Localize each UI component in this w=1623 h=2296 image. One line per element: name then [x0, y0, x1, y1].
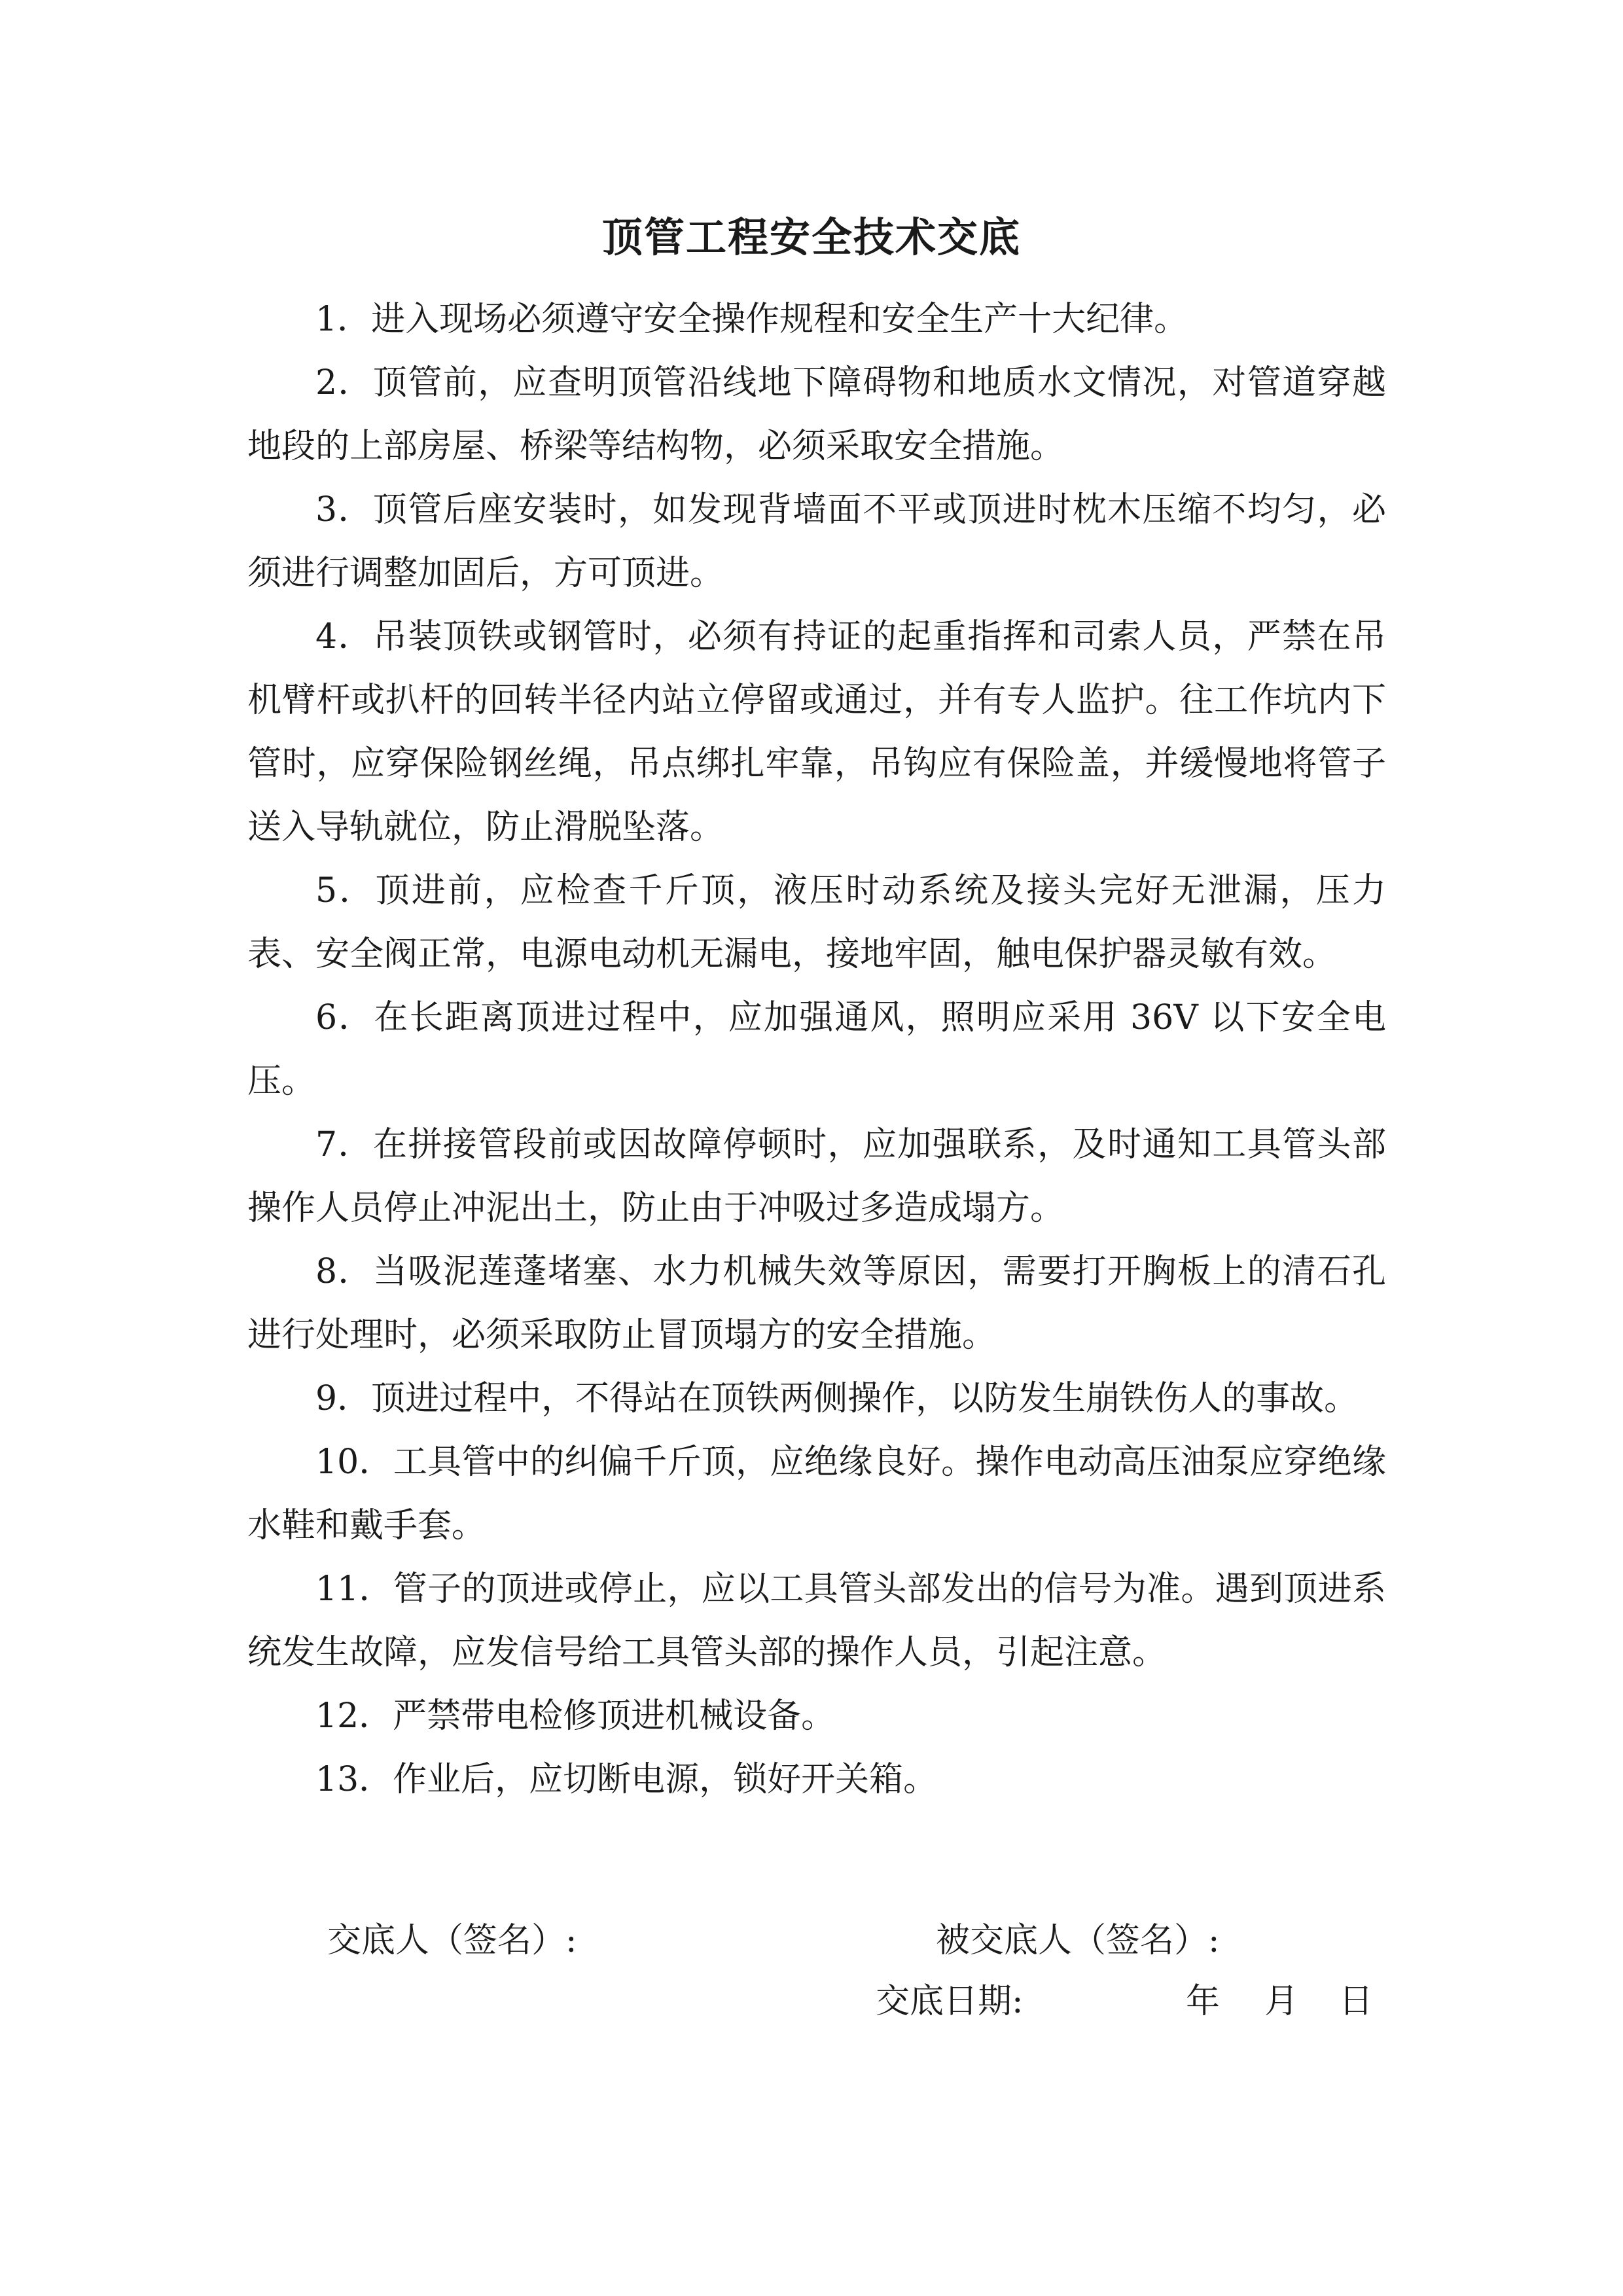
clause-4: 4．吊装顶铁或钢管时，必须有持证的起重指挥和司索人员，严禁在吊机臂杆或扒杆的回转半径内站立停留或通过，并有专人监护。往工作坑内下管时，应穿保险钢丝绳，吊点绑扎牢靠，吊钩应有保险盖，并缓慢地将管子送入导轨就位，防止滑脱坠落。 — [247, 617, 1386, 847]
clause-8: 8．当吸泥莲蓬堵塞、水力机械失效等原因，需要打开胸板上的清石孔进行处理时，必须采取防止冒顶塌方的安全措施。 — [247, 1252, 1386, 1355]
date-year-label: 年 — [1186, 1982, 1221, 2021]
clause-5: 5．顶进前，应检查千斤顶，液压时动系统及接头完好无泄漏，压力表、安全阀正常，电源电动机无漏电，接地牢固，触电保护器灵敏有效。 — [247, 871, 1386, 974]
clause-11: 11．管子的顶进或停止，应以工具管头部发出的信号为准。遇到顶进系统发生故障，应发信号给工具管头部的操作人员，引起注意。 — [247, 1570, 1386, 1672]
clause-6: 6．在长距离顶进过程中，应加强通风，照明应采用 36V 以下安全电压。 — [247, 998, 1386, 1101]
recipient-signature-label: 被交底人（签名）: — [936, 1921, 1220, 1960]
document-title: 顶管工程安全技术交底 — [601, 213, 1021, 261]
clause-13: 13．作业后，应切断电源，锁好开关箱。 — [315, 1760, 938, 1799]
clause-2: 2．顶管前，应查明顶管沿线地下障碍物和地质水文情况，对管道穿越地段的上部房屋、桥梁等结构物，必须采取安全措施。 — [247, 363, 1386, 466]
clause-10: 10．工具管中的纠偏千斤顶，应绝缘良好。操作电动高压油泵应穿绝缘水鞋和戴手套。 — [247, 1443, 1386, 1545]
clause-9: 9．顶进过程中，不得站在顶铁两侧操作，以防发生崩铁伤人的事故。 — [315, 1379, 1359, 1418]
document-body — [247, 288, 1386, 1812]
date-day-label: 日 — [1339, 1982, 1374, 2021]
disclosure-date-label: 交底日期: — [876, 1982, 1024, 2021]
date-month-label: 月 — [1264, 1982, 1299, 2021]
clause-12: 12．严禁带电检修顶进机械设备。 — [315, 1696, 836, 1736]
clause-3: 3．顶管后座安装时，如发现背墙面不平或顶进时枕木压缩不均匀，必须进行调整加固后，方可顶进。 — [247, 490, 1386, 593]
discloser-signature-label: 交底人（签名）: — [327, 1921, 577, 1960]
clause-1: 1．进入现场必须遵守安全操作规程和安全生产十大纪律。 — [315, 300, 1188, 339]
clause-7: 7．在拼接管段前或因故障停顿时，应加强联系，及时通知工具管头部操作人员停止冲泥出土，防止由于冲吸过多造成塌方。 — [247, 1125, 1386, 1228]
